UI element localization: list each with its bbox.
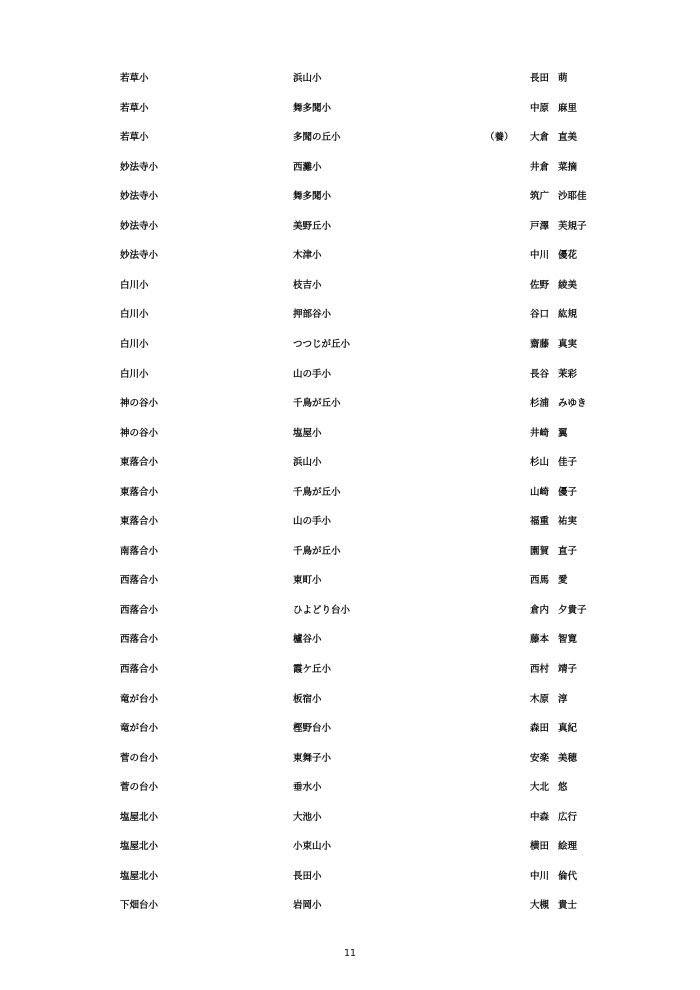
page-number: 11 [343,948,357,959]
list-row [0,751,700,767]
to-school: 押部谷小 [293,309,332,320]
given-name: 優花 [558,250,578,261]
given-name: 優子 [558,487,578,498]
given-name: 靖子 [558,664,578,675]
surname: 谷口 [530,309,550,320]
given-name: 祐実 [558,516,578,527]
surname: 中森 [530,812,550,823]
from-school: 塩屋北小 [120,812,159,823]
given-name: 絵理 [558,841,578,852]
list-row [0,514,700,530]
to-school: 小束山小 [293,841,332,852]
to-school: 木津小 [293,250,322,261]
list-row [0,130,700,146]
given-name: 悠 [558,782,568,793]
to-school: 舞多聞小 [293,103,332,114]
surname: 中原 [530,103,550,114]
given-name: みゆき [558,398,587,409]
list-row [0,544,700,560]
from-school: 西落合小 [120,634,159,645]
list-row [0,307,700,323]
surname: 福重 [530,516,550,527]
from-school: 白川小 [120,339,149,350]
list-row [0,898,700,914]
from-school: 竜が台小 [120,694,159,705]
list-row [0,869,700,885]
to-school: 多聞の丘小 [293,132,341,143]
surname: 齋藤 [530,339,550,350]
list-row [0,455,700,471]
to-school: 岩岡小 [293,900,322,911]
from-school: 神の谷小 [120,428,159,439]
given-name: 愛 [558,575,568,586]
from-school: 竜が台小 [120,723,159,734]
surname: 戸澤 [530,221,550,232]
given-name: 淳 [558,694,568,705]
to-school: 垂水小 [293,782,322,793]
from-school: 白川小 [120,369,149,380]
surname: 西村 [530,664,550,675]
list-row [0,101,700,117]
given-name: 夕貴子 [558,605,587,616]
surname: 長田 [530,73,550,84]
given-name: 直子 [558,546,578,557]
list-row [0,278,700,294]
given-name: 沙耶佳 [558,191,587,202]
to-school: 西灘小 [293,162,322,173]
surname: 大北 [530,782,550,793]
list-row [0,573,700,589]
to-school: 大池小 [293,812,322,823]
to-school: 樫野台小 [293,723,332,734]
list-row [0,662,700,678]
list-row [0,189,700,205]
given-name: 茉彩 [558,369,578,380]
to-school: 山の手小 [293,369,332,380]
list-row [0,248,700,264]
to-school: 山の手小 [293,516,332,527]
from-school: 若草小 [120,103,149,114]
from-school: 菅の台小 [120,753,159,764]
list-row [0,839,700,855]
list-row [0,485,700,501]
surname: 木原 [530,694,550,705]
list-row [0,426,700,442]
to-school: 浜山小 [293,73,322,84]
given-name: 紘規 [558,309,578,320]
surname: 井崎 [530,428,550,439]
to-school: 美野丘小 [293,221,332,232]
from-school: 塩屋北小 [120,841,159,852]
given-name: 萌 [558,73,568,84]
given-name: 貴士 [558,900,578,911]
list-row [0,396,700,412]
from-school: 白川小 [120,309,149,320]
given-name: 美穂 [558,753,578,764]
given-name: 佳子 [558,457,578,468]
from-school: 西落合小 [120,664,159,675]
from-school: 下畑台小 [120,900,159,911]
from-school: 南落合小 [120,546,159,557]
to-school: 板宿小 [293,694,322,705]
list-row [0,692,700,708]
list-row [0,603,700,619]
to-school: 塩屋小 [293,428,322,439]
surname: 杉浦 [530,398,550,409]
to-school: 千鳥が丘小 [293,546,341,557]
given-name: 芙規子 [558,221,587,232]
surname: 横田 [530,841,550,852]
surname: 倉内 [530,605,550,616]
surname: 安楽 [530,753,550,764]
list-row [0,632,700,648]
list-row [0,71,700,87]
surname: 森田 [530,723,550,734]
given-name: 麻里 [558,103,578,114]
given-name: 智寛 [558,634,578,645]
list-row [0,337,700,353]
list-row [0,367,700,383]
surname: 中川 [530,871,550,882]
from-school: 白川小 [120,280,149,291]
to-school: 浜山小 [293,457,322,468]
given-name: 倫代 [558,871,578,882]
surname: 筑广 [530,191,550,202]
surname: 山崎 [530,487,550,498]
surname: 藤本 [530,634,550,645]
from-school: 東落合小 [120,457,159,468]
from-school: 若草小 [120,73,149,84]
surname: 中川 [530,250,550,261]
given-name: 真実 [558,339,578,350]
surname: 井倉 [530,162,550,173]
surname: 佐野 [530,280,550,291]
to-school: 枝吉小 [293,280,322,291]
from-school: 西落合小 [120,575,159,586]
to-school: 東町小 [293,575,322,586]
to-school: 霞ケ丘小 [293,664,332,675]
from-school: 西落合小 [120,605,159,616]
surname: 長谷 [530,369,550,380]
from-school: 妙法寺小 [120,250,159,261]
surname: 大倉 [530,132,550,143]
to-school: 舞多聞小 [293,191,332,202]
surname: 杉山 [530,457,550,468]
to-school: ひよどり台小 [293,605,351,616]
to-school: 東舞子小 [293,753,332,764]
from-school: 若草小 [120,132,149,143]
to-school: 千鳥が丘小 [293,487,341,498]
from-school: 菅の台小 [120,782,159,793]
from-school: 神の谷小 [120,398,159,409]
given-name: 綾美 [558,280,578,291]
to-school: 櫨谷小 [293,634,322,645]
given-name: 真紀 [558,723,578,734]
surname: 大槻 [530,900,550,911]
list-row [0,810,700,826]
given-name: 直美 [558,132,578,143]
from-school: 東落合小 [120,516,159,527]
surname: 園賀 [530,546,550,557]
list-row [0,721,700,737]
from-school: 妙法寺小 [120,191,159,202]
from-school: 妙法寺小 [120,162,159,173]
from-school: 東落合小 [120,487,159,498]
from-school: 妙法寺小 [120,221,159,232]
given-name: 広行 [558,812,578,823]
list-row [0,219,700,235]
list-row [0,160,700,176]
given-name: 翼 [558,428,568,439]
to-school: つつじが丘小 [293,339,351,350]
to-school: 千鳥が丘小 [293,398,341,409]
list-row [0,780,700,796]
to-school: 長田小 [293,871,322,882]
from-school: 塩屋北小 [120,871,159,882]
note: （養） [485,132,514,143]
surname: 西馬 [530,575,550,586]
given-name: 菜摘 [558,162,578,173]
